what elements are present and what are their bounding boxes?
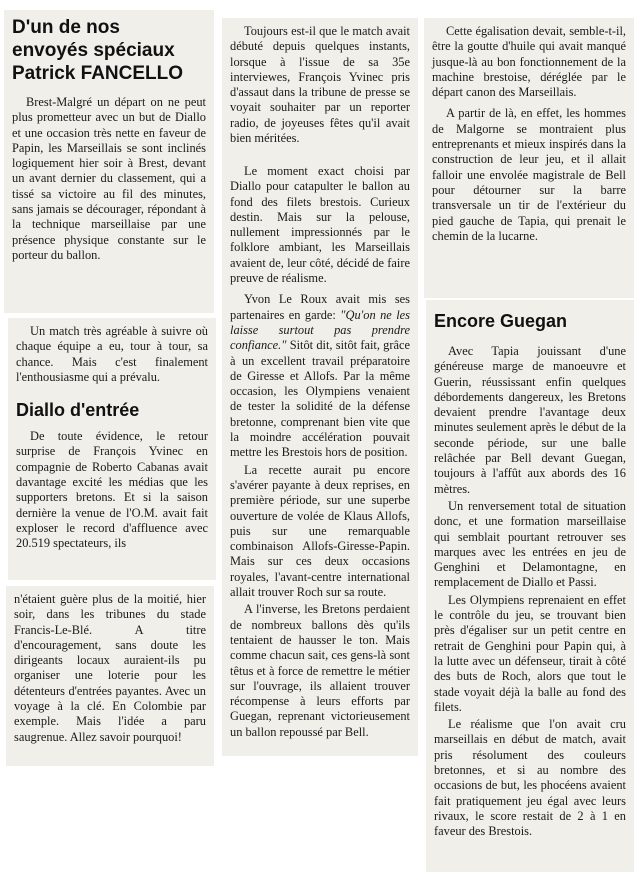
title-line-1: D'un de nos (12, 17, 120, 38)
paragraph: A l'inverse, les Bretons perdaient de nombreux ballons dès qu'ils tentaient de hausser le ton. Mais comme chacun sait, ces gens-là sont têtus et à force de remettre le métier sur l'ouvrage, ils allaient trouver récompense à leurs efforts par Guegan, reprenant victorieusement un ballon repoussé par Bell. (230, 602, 410, 739)
subheading-guegan: Encore Guegan (434, 311, 568, 331)
paragraph: Un match très agréable à suivre où chaque équipe a eu, tour à tour, sa chance. Mais c'est finalement l'enthousiasme qui a prévalu. (16, 324, 208, 384)
subheading-diallo: Diallo d'entrée (16, 400, 140, 421)
paragraph: La recette aurait pu encore s'avérer payante à deux reprises, en première période, sur une superbe ouverture de volée de Klaus Allofs, puis sur une remarquable combinaison Allofs-Giresse-Papin. Mais sur ces deux occasions royales, l'avant-centre international allait trouver Roch sur sa route. (230, 462, 410, 600)
paragraph: Avec Tapia jouissant d'une généreuse marge de manoeuvre et Guerin, réussissant enfin quelques débordements dangereux, les Bretons devaient prendre l'avantage deux minutes seulement après le début de la seconde période, sur une balle relâchée par Bell devant Guegan, toujours à l'affût aux abords des 16 mètres. (434, 344, 626, 496)
title-line-2: envoyés spéciaux (12, 40, 175, 61)
column-1-bottom (6, 586, 214, 766)
paragraph: Les Olympiens reprenaient en effet le contrôle du jeu, se trouvant bien près d'égaliser sur un petit centre en retrait de Genghini pour Papin qui, à la lutte avec un défenseur, tirait à côté des buts de Roch, alors que tout le stade voyait déjà la balle au fond des filets. (434, 592, 626, 714)
paragraph: Cette égalisation devait, semble-t-il, être la goutte d'huile qui avait manqué jusque-là au bon fonctionnement de la machine brestoise, déréglée par le départ canon des Marseillais. (432, 24, 626, 100)
paragraph: n'étaient guère plus de la moitié, hier soir, dans les tribunes du stade Francis-Le-Blé. A titre d'encouragement, sans doute les dirigeants locaux auraient-ils pu organiser une loterie pour les détenteurs d'entrées payantes. Avec un voyage à la clé. En Colombie par exemple. Mais l'idée a paru saugrenue. Allez savoir pourquoi! (14, 592, 206, 744)
title-line-3: Patrick FANCELLO (12, 63, 184, 84)
paragraph: Toujours est-il que le match avait débuté depuis quelques instants, lorsque à l'issue de sa 35e interviewes, François Yvinec pris d'assaut dans la tribune de presse se voyait souhaiter par un reporter radio, de joyeuses fêtes qu'il avait bien méritées. (230, 24, 410, 146)
paragraph: Brest-Malgré un départ on ne peut plus prometteur avec un but de Diallo et une occasion très nette en faveur de Papin, les Marseillais se sont inclinés logiquement hier soir à Brest, devant un avant dernier du classement, qui a tissé sa victoire au fil des minutes, sans jamais se décourager, répondant à la technique marseillaise par une présence physique constante sur le porteur du ballon. (12, 95, 206, 262)
quote-text: "Qu'on ne les laisse surtout pas prendre confiance." (230, 307, 411, 353)
column-3-main (426, 300, 634, 872)
paragraph: Un renversement total de situation donc, et une formation marseillaise qui semblait pourtant retrouver ses marques avec les entrées en jeu de Genghini et Delamontagne, en remplacement de Diallo et Passi. (434, 498, 626, 590)
column-2-top (222, 18, 418, 158)
paragraph: A partir de là, en effet, les hommes de Malgorne se montraient plus entreprenants et mieux inspirés dans la construction de leur jeu, et il allait falloir une envolée magistrale de Bell pour détourner sur la barre transversale un tir de l'extérieur du pied gauche de Tapia, qui prenait le chemin de la lucarne. (432, 106, 626, 243)
column-1-middle (8, 318, 216, 580)
article-title (12, 16, 206, 85)
paragraph: Le réalisme que l'on avait cru marseillais en début de match, avait pris résolument des couleurs bretonnes, et si au nombre des occasions de but, les phocéens avaient fait pratiquement jeu égal avec leurs rivaux, le score restait de 2 à 1 en faveur des Brestois. (434, 717, 626, 839)
paragraph-quote (230, 292, 410, 460)
column-3-top (424, 18, 634, 298)
paragraph: Le moment exact choisi par Diallo pour catapulter le ballon au fond des filets brestois. Curieux destin. Mais sur la pelouse, nullement impressionnés par le folklore ambiant, les Marseillais avaient de, leur côté, décidé de faire preuve de réalisme. (230, 164, 410, 286)
paragraph: De toute évidence, le retour surprise de François Yvinec en compagnie de Roberto Cabanas avait davantage excité les médias que les supporters bretons. Et si la saison dernière la venue de l'O.M. avait fait exploser le record d'affluence avec 20.519 spectateurs, ils (16, 429, 208, 551)
quote-lead: Yvon Le Roux avait mis ses partenaires en garde: (230, 292, 410, 322)
column-1-top (4, 10, 214, 313)
column-2-main (222, 158, 418, 756)
quote-follow: Sitôt dit, sitôt fait, grâce à un excellent travail préparatoire de Giresse et Allofs. Par la même occasion, les Olympiens venaient de tester la solidité de la défense bretonne, comprenant bien vite que la moindre accélération pouvait mettre les Brestois hors de position. (230, 338, 410, 460)
